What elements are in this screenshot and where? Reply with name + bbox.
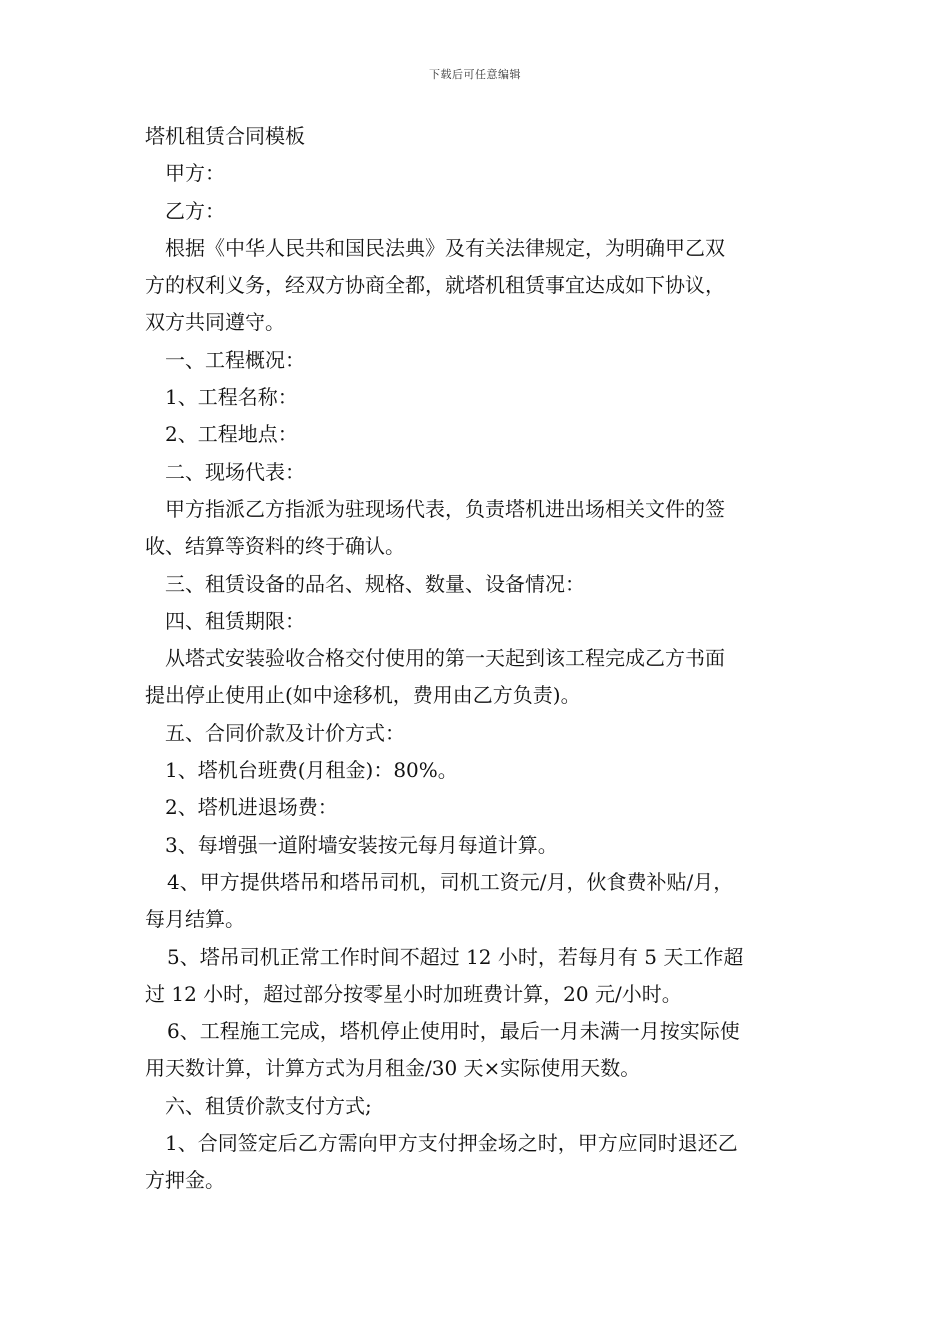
paragraph-line: 甲方指派乙方指派为驻现场代表，负责塔机进出场相关文件的签 [165,496,725,521]
header-note: 下载后可任意编辑 [429,68,521,81]
paragraph-line: 用天数计算，计算方式为月租金/30 天×实际使用天数。 [145,1056,641,1081]
paragraph-line: 过 12 小时，超过部分按零星小时加班费计算，20 元/小时。 [145,981,682,1006]
list-item: 6、工程施工完成，塔机停止使用时，最后一月未满一月按实际使 [167,1019,740,1044]
document-title: 塔机租赁合同模板 [145,124,305,148]
list-item: 2、塔机进退场费： [165,795,338,820]
list-item: 3、每增强一道附墙安装按元每月每道计算。 [165,832,558,857]
paragraph-line: 根据《中华人民共和国民法典》及有关法律规定，为明确甲乙双 [165,235,725,260]
paragraph-line: 提出停止使用止(如中途移机，费用由乙方负责)。 [145,683,581,708]
paragraph-line: 方押金。 [145,1168,225,1193]
party-a-line: 甲方： [165,161,225,186]
paragraph-line: 每月结算。 [145,907,245,932]
paragraph-line: 双方共同遵守。 [145,310,285,335]
party-b-line: 乙方： [165,198,225,223]
paragraph-line: 方的权利义务，经双方协商全都，就塔机租赁事宜达成如下协议， [145,273,725,298]
section-heading: 五、合同价款及计价方式： [165,720,405,745]
list-item: 4、甲方提供塔吊和塔吊司机，司机工资元/月，伙食费补贴/月， [167,869,734,894]
section-heading: 一、工程概况： [165,347,305,372]
list-item: 1、塔机台班费(月租金)：80%。 [165,758,458,783]
paragraph-line: 收、结算等资料的终于确认。 [145,534,405,559]
paragraph-line: 从塔式安装验收合格交付使用的第一天起到该工程完成乙方书面 [165,646,725,671]
section-heading: 三、租赁设备的品名、规格、数量、设备情况： [165,571,585,596]
list-item: 5、塔吊司机正常工作时间不超过 12 小时，若每月有 5 天工作超 [167,944,744,969]
section-heading: 四、租赁期限： [165,608,305,633]
list-item: 1、工程名称： [165,385,298,410]
list-item: 1、合同签定后乙方需向甲方支付押金场之时，甲方应同时退还乙 [165,1131,738,1156]
list-item: 2、工程地点： [165,422,298,447]
document-body [145,118,810,1200]
section-heading: 二、现场代表： [165,459,305,484]
section-heading: 六、租赁价款支付方式; [165,1093,372,1118]
